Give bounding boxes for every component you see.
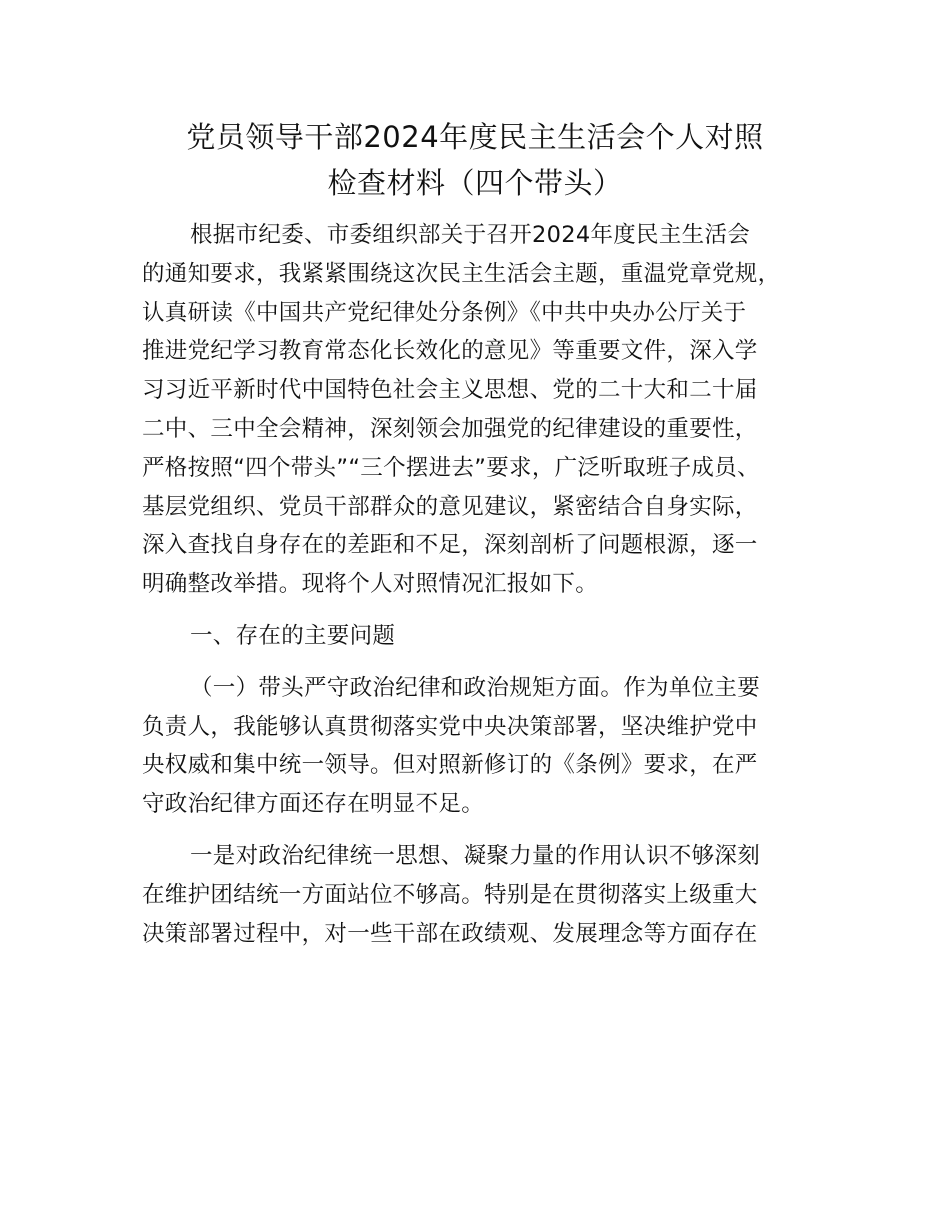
paragraph-spacing: [142, 656, 832, 669]
text-line: 明确整改举措。现将个人对照情况汇报如下。: [142, 571, 599, 598]
paragraph-political-discipline: [142, 669, 832, 824]
document-title: [100, 114, 850, 206]
text-line: 决策部署过程中，对一些干部在政绩观、发展理念等方面存在: [142, 920, 758, 947]
text-line: 习习近平新时代中国特色社会主义思想、党的二十大和二十届: [142, 377, 758, 404]
title-line-1: 党员领导干部2024年度民主生活会个人对照: [186, 120, 764, 154]
text-line: （一）带头严守政治纪律和政治规矩方面。作为单位主要: [190, 674, 761, 701]
paragraph-intro: [142, 216, 832, 604]
text-line: 在维护团结统一方面站位不够高。特别是在贯彻落实上级重大: [142, 881, 758, 908]
paragraph-spacing: [142, 604, 832, 617]
section-heading: [142, 617, 832, 656]
text-line: 认真研读《中国共产党纪律处分条例》《中共中央办公厅关于: [142, 299, 747, 326]
text-line: 基层党组织、党员干部群众的意见建议，紧密结合自身实际，: [142, 493, 758, 520]
text-line: 深入查找自身存在的差距和不足，深刻剖析了问题根源，逐一: [142, 532, 758, 559]
text-line: 根据市纪委、市委组织部关于召开2024年度民主生活会: [190, 222, 751, 248]
text-line: 推进党纪学习教育常态化长效化的意见》等重要文件，深入学: [142, 338, 758, 365]
text-line: 严格按照“四个带头”“三个摆进去”要求，广泛听取班子成员、: [142, 454, 760, 481]
paragraph-point-one: [142, 837, 832, 953]
text-line: 一是对政治纪律统一思想、凝聚力量的作用认识不够深刻: [190, 842, 761, 869]
text-line: 负责人，我能够认真贯彻落实党中央决策部署，坚决维护党中: [142, 713, 758, 740]
document-body: [142, 216, 832, 953]
text-line: 的通知要求，我紧紧围绕这次民主生活会主题，重温党章党规，: [142, 260, 781, 287]
title-line-2: 检查材料（四个带头）: [327, 166, 623, 200]
text-line: 守政治纪律方面还存在明显不足。: [142, 791, 485, 818]
heading-line: 一、存在的主要问题: [190, 622, 396, 649]
paragraph-spacing: [142, 824, 832, 837]
text-line: 央权威和集中统一领导。但对照新修订的《条例》要求，在严: [142, 752, 758, 779]
text-line: 二中、三中全会精神，深刻领会加强党的纪律建设的重要性，: [142, 415, 758, 442]
